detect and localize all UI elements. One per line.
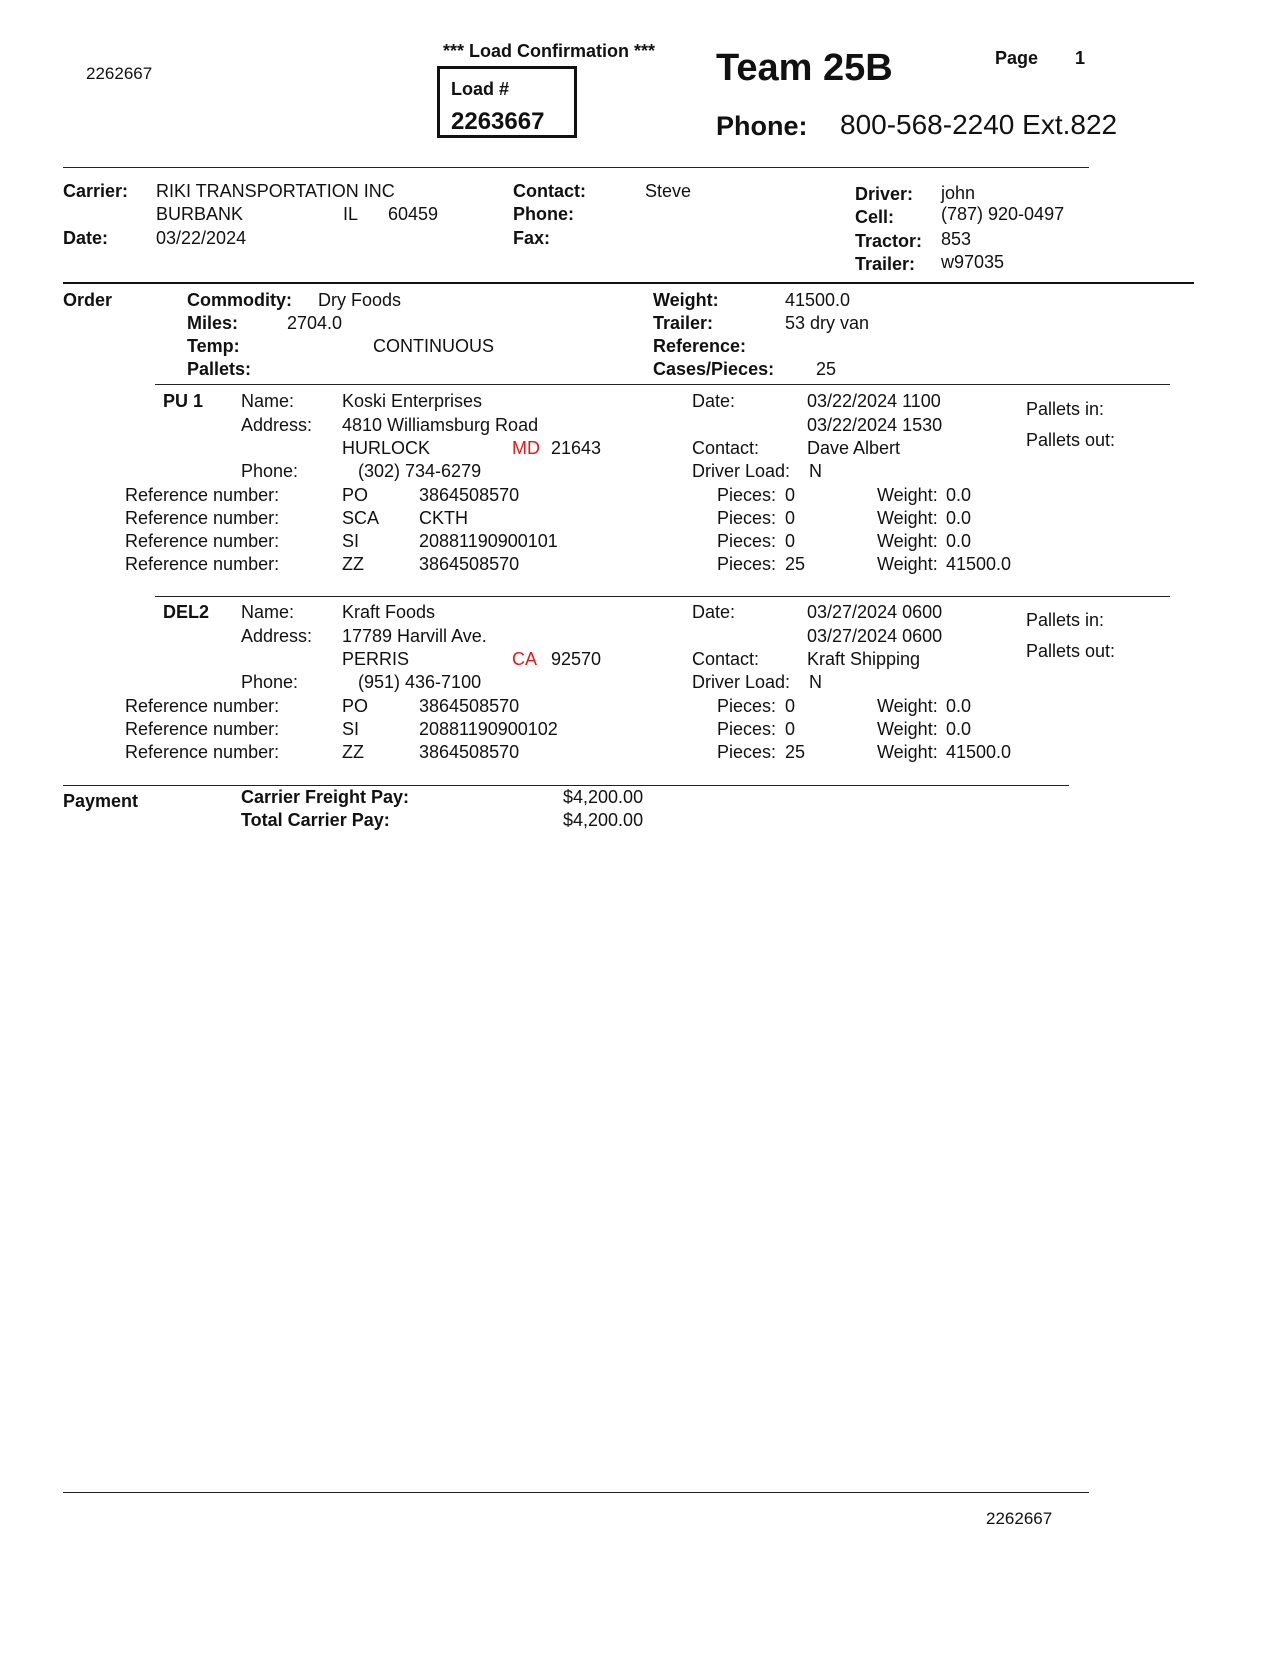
delivery-ref-pieces: 25: [785, 742, 806, 762]
pickup-ref-label: Reference number:: [125, 508, 280, 528]
cases-value: 25: [816, 359, 837, 379]
delivery-address-label: Address:: [241, 626, 313, 646]
pickup-ref-number: 20881190900101: [419, 531, 558, 551]
pickup-driver-load-label: Driver Load:: [692, 461, 791, 481]
delivery-contact-label: Contact:: [692, 649, 760, 669]
pickup-ref-pieces: 0: [785, 485, 796, 505]
pickup-ref-type: ZZ: [342, 554, 364, 574]
delivery-ref-type: ZZ: [342, 742, 364, 762]
carrier-name: RIKI TRANSPORTATION INC: [156, 181, 395, 201]
pickup-ref-weight-label: Weight:: [877, 508, 938, 528]
freight-pay-value: $4,200.00: [563, 787, 644, 807]
pickup-ref-pieces: 0: [785, 531, 796, 551]
pickup-ref-pieces-label: Pieces:: [717, 485, 777, 505]
pickup-date-2: 03/22/2024 1530: [807, 415, 943, 435]
pickup-ref-type: SCA: [342, 508, 380, 528]
pickup-ref-pieces-label: Pieces:: [717, 554, 777, 574]
delivery-ref-weight: 41500.0: [946, 742, 1012, 762]
delivery-name-label: Name:: [241, 602, 295, 622]
pickup-name-label: Name:: [241, 391, 295, 411]
delivery-ref-weight: 0.0: [946, 696, 972, 716]
delivery-date-label: Date:: [692, 602, 736, 622]
delivery-ref-type: PO: [342, 696, 369, 716]
pickup-ref-label: Reference number:: [125, 554, 280, 574]
order-section-label: Order: [63, 290, 113, 310]
carrier-phone-label: Phone:: [513, 204, 574, 224]
delivery-ref-number: 20881190900102: [419, 719, 558, 739]
tractor-number: 853: [941, 229, 972, 249]
delivery-ref-label: Reference number:: [125, 742, 280, 762]
pickup-ref-weight-label: Weight:: [877, 485, 938, 505]
pickup-zip: 21643: [551, 438, 602, 458]
pickup-date-label: Date:: [692, 391, 736, 411]
pickup-ref-pieces: 25: [785, 554, 806, 574]
delivery-contact: Kraft Shipping: [807, 649, 921, 669]
pickup-ref-type: PO: [342, 485, 369, 505]
date-label: Date:: [63, 228, 109, 248]
driver-label: Driver:: [855, 184, 914, 204]
delivery-ref-weight-label: Weight:: [877, 742, 938, 762]
delivery-pallets-out-label: Pallets out:: [1026, 641, 1116, 661]
pickup-ref-label: Reference number:: [125, 531, 280, 551]
pickup-ref-weight: 0.0: [946, 531, 972, 551]
page-number: 1: [1075, 48, 1086, 68]
pickup-phone: (302) 734-6279: [358, 461, 482, 481]
delivery-ref-number: 3864508570: [419, 696, 520, 716]
header-phone: 800-568-2240 Ext.822: [840, 109, 1118, 140]
total-pay-label: Total Carrier Pay:: [241, 810, 390, 830]
delivery-code: DEL2: [163, 602, 210, 622]
total-pay-value: $4,200.00: [563, 810, 644, 830]
order-trailer-value: 53 dry van: [785, 313, 870, 333]
pickup-ref-type: SI: [342, 531, 360, 551]
trailer-label: Trailer:: [855, 254, 916, 274]
driver-name: john: [941, 183, 976, 203]
pickup-ref-weight-label: Weight:: [877, 531, 938, 551]
driver-cell: (787) 920-0497: [941, 204, 1065, 224]
delivery-ref-pieces: 0: [785, 719, 796, 739]
pickup-city: HURLOCK: [342, 438, 431, 458]
delivery-phone: (951) 436-7100: [358, 672, 482, 692]
commodity-value: Dry Foods: [318, 290, 402, 310]
pickup-ref-pieces-label: Pieces:: [717, 531, 777, 551]
reference-label: Reference:: [653, 336, 747, 356]
carrier-state: IL: [343, 204, 359, 224]
pickup-contact: Dave Albert: [807, 438, 901, 458]
carrier-city: BURBANK: [156, 204, 244, 224]
delivery-ref-type: SI: [342, 719, 360, 739]
delivery-zip: 92570: [551, 649, 602, 669]
divider: [63, 785, 1069, 786]
pickup-date-1: 03/22/2024 1100: [807, 391, 941, 411]
cases-label: Cases/Pieces:: [653, 359, 775, 379]
carrier-contact: Steve: [645, 181, 692, 201]
delivery-driver-load-label: Driver Load:: [692, 672, 791, 692]
delivery-name: Kraft Foods: [342, 602, 436, 622]
divider: [63, 1492, 1089, 1493]
delivery-driver-load: N: [809, 672, 822, 692]
pickup-ref-number: CKTH: [419, 508, 468, 528]
pallets-label: Pallets:: [187, 359, 252, 379]
tractor-label: Tractor:: [855, 231, 923, 251]
pickup-driver-load: N: [809, 461, 822, 481]
pickup-pallets-in-label: Pallets in:: [1026, 399, 1105, 419]
delivery-ref-weight: 0.0: [946, 719, 972, 739]
delivery-state: CA: [512, 649, 538, 669]
temp-label: Temp:: [187, 336, 240, 356]
delivery-ref-label: Reference number:: [125, 696, 280, 716]
confirmation-title: *** Load Confirmation ***: [443, 41, 656, 61]
pickup-ref-weight: 0.0: [946, 485, 972, 505]
fax-label: Fax:: [513, 228, 551, 248]
delivery-ref-label: Reference number:: [125, 719, 280, 739]
delivery-pallets-in-label: Pallets in:: [1026, 610, 1105, 630]
pickup-ref-weight-label: Weight:: [877, 554, 938, 574]
delivery-ref-weight-label: Weight:: [877, 719, 938, 739]
carrier-label: Carrier:: [63, 181, 129, 201]
pickup-ref-pieces: 0: [785, 508, 796, 528]
delivery-phone-label: Phone:: [241, 672, 299, 692]
doc-id-top: 2262667: [86, 64, 153, 83]
payment-section-label: Payment: [63, 791, 139, 811]
delivery-ref-pieces-label: Pieces:: [717, 742, 777, 762]
pickup-name: Koski Enterprises: [342, 391, 483, 411]
trailer-number: w97035: [941, 252, 1005, 272]
delivery-ref-weight-label: Weight:: [877, 696, 938, 716]
pickup-ref-pieces-label: Pieces:: [717, 508, 777, 528]
team-name: Team 25B: [716, 47, 893, 89]
load-number: 2263667: [451, 108, 545, 135]
carrier-date: 03/22/2024: [156, 228, 247, 248]
divider: [63, 167, 1089, 168]
pickup-state: MD: [512, 438, 540, 458]
delivery-city: PERRIS: [342, 649, 410, 669]
divider: [155, 596, 1170, 597]
delivery-date-2: 03/27/2024 0600: [807, 626, 943, 646]
pickup-ref-number: 3864508570: [419, 554, 520, 574]
divider-thick: [63, 282, 1194, 284]
order-trailer-label: Trailer:: [653, 313, 714, 333]
order-weight-label: Weight:: [653, 290, 719, 310]
freight-pay-label: Carrier Freight Pay:: [241, 787, 410, 807]
pickup-pallets-out-label: Pallets out:: [1026, 430, 1116, 450]
delivery-ref-pieces: 0: [785, 696, 796, 716]
commodity-label: Commodity:: [187, 290, 292, 310]
miles-value: 2704.0: [287, 313, 343, 333]
pickup-ref-weight: 0.0: [946, 508, 972, 528]
delivery-ref-pieces-label: Pieces:: [717, 719, 777, 739]
pickup-address-label: Address:: [241, 415, 313, 435]
pickup-phone-label: Phone:: [241, 461, 299, 481]
cell-label: Cell:: [855, 207, 895, 227]
delivery-ref-pieces-label: Pieces:: [717, 696, 777, 716]
pickup-ref-label: Reference number:: [125, 485, 280, 505]
pickup-ref-weight: 41500.0: [946, 554, 1012, 574]
divider: [155, 384, 1170, 385]
doc-id-bottom: 2262667: [986, 1509, 1053, 1528]
pickup-contact-label: Contact:: [692, 438, 760, 458]
page-label: Page: [995, 48, 1039, 68]
delivery-date-1: 03/27/2024 0600: [807, 602, 943, 622]
pickup-ref-number: 3864508570: [419, 485, 520, 505]
header-phone-label: Phone:: [716, 111, 808, 141]
miles-label: Miles:: [187, 313, 239, 333]
contact-label: Contact:: [513, 181, 586, 201]
carrier-zip: 60459: [388, 204, 439, 224]
pickup-address: 4810 Williamsburg Road: [342, 415, 539, 435]
temp-value: CONTINUOUS: [373, 336, 494, 356]
pickup-code: PU 1: [163, 391, 204, 411]
order-weight-value: 41500.0: [785, 290, 851, 310]
load-label: Load #: [451, 79, 510, 99]
delivery-ref-number: 3864508570: [419, 742, 520, 762]
delivery-address: 17789 Harvill Ave.: [342, 626, 487, 646]
